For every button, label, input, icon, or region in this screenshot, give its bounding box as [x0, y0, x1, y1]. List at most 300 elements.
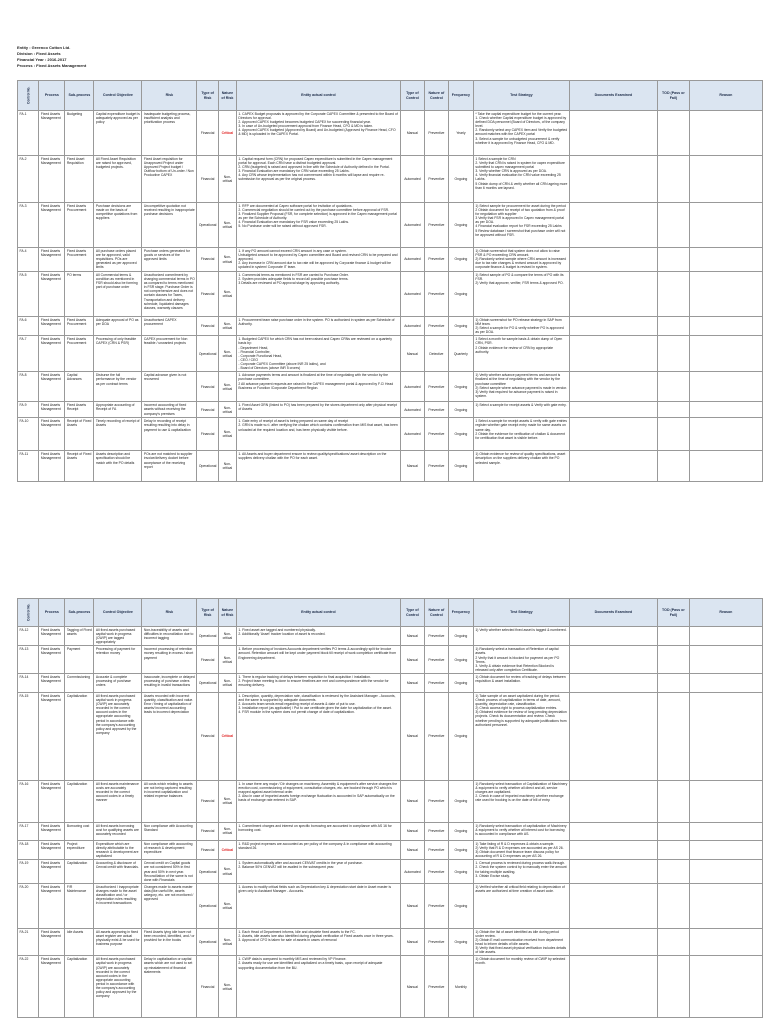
- col-test-strategy: Test Strategy: [473, 81, 569, 111]
- nature-of-risk-cell: Non-critical: [218, 780, 236, 822]
- control-objective-cell: All Commercial terms & condition as mentioned in FSR should also be forming part of purchase order: [94, 272, 142, 317]
- entity-actual-control-cell: 1. Commercial terms as mentioned in FSR are carried to Purchase Order. 2. System provides adequate fields to record all possible purchase terms. 3 Details are reviewed at PO approval stage by approving authority.: [236, 272, 400, 317]
- risk-cell: Unauthorized commitment by changing commercial terms in PO as compared to terms mentioned in FSR stage. Purchase Order is not comprehensive and does not contain clauses for Taxes, Transportation and delivery schedule, liquidated damages clauses, warranty clauses: [142, 272, 197, 317]
- type-of-control-cell: Manual: [400, 928, 424, 956]
- table-row: [18, 203, 763, 248]
- tod-cell: [657, 692, 689, 780]
- type-of-risk-cell: Financial: [197, 646, 219, 674]
- risk-cell: Non compliance with accounting of research & development expenditure: [142, 840, 197, 859]
- table-row: [18, 956, 763, 1018]
- table-row: [18, 627, 763, 646]
- test-strategy-cell: * Take the capital expenditure budget for the current year. 1. Check whether Capital expenditure budget is approved by defined DOA personnel (Board of Directors, of the company level. 2. Randomly select any CAPEX item and Verify the budgeted amount matches with the CAPEX portal 3. Select a sample for unbudgeted procurement & verify whether it is approved by Finance Head, CFO & MD.: [473, 111, 569, 156]
- nature-of-control-cell: Preventive: [424, 860, 448, 883]
- control-no-cell: FA.12: [18, 627, 39, 646]
- control-no-cell: FA.11: [18, 451, 39, 482]
- control-no-cell: FA.22: [18, 956, 39, 1018]
- type-of-risk-cell: Financial: [197, 272, 219, 317]
- nature-of-control-cell: Preventive: [424, 451, 448, 482]
- control-no-cell: FA.6: [18, 317, 39, 336]
- control-no-cell: FA.14: [18, 673, 39, 692]
- control-objective-cell: All assets appearing in fixed asset register are actual physically exist & be used for business purpose: [94, 928, 142, 956]
- reason-cell: [689, 627, 762, 646]
- nature-of-risk-cell: Non-critical: [218, 860, 236, 883]
- control-no-cell: FA.5: [18, 272, 39, 317]
- table-row: [18, 418, 763, 451]
- table-row: [18, 111, 763, 156]
- control-objective-cell: Capital expenditure budget is adequately approved as per policy: [94, 111, 142, 156]
- documents-examined-cell: [569, 317, 657, 336]
- control-no-cell: FA.19: [18, 860, 39, 883]
- nature-of-control-cell: Preventive: [424, 418, 448, 451]
- process-cell: Fixed Assets Management: [39, 336, 65, 372]
- table-row: [18, 860, 763, 883]
- type-of-risk-cell: Operational: [197, 203, 219, 248]
- tod-cell: [657, 272, 689, 317]
- nature-of-control-cell: Preventive: [424, 203, 448, 248]
- entity-actual-control-cell: 1. Fixed Asset GRN (linked to PO) has been prepared by the stores department only after physical receipt of Assets: [236, 402, 400, 418]
- test-strategy-cell: 1) Select sample of PO & compare the terms of PO with its FSR. 2) Verify that approver, verifier, FSR terms & approved PO.: [473, 272, 569, 317]
- process-cell: Fixed Assets Management: [39, 883, 65, 928]
- control-no-cell: FA.15: [18, 692, 39, 780]
- process-cell: Fixed Assets Management: [39, 272, 65, 317]
- risk-cell: Incorrect processing of retention money resulting in excess / short payment: [142, 646, 197, 674]
- nature-of-risk-cell: Non-critical: [218, 402, 236, 418]
- table-row: [18, 822, 763, 840]
- type-of-control-cell: Automated: [400, 203, 424, 248]
- type-of-risk-cell: Financial: [197, 317, 219, 336]
- control-objective-cell: All fixed assets purchased capital work in progress (CWIP) are tagged appropriately: [94, 627, 142, 646]
- reason-cell: [689, 372, 762, 402]
- type-of-risk-cell: Financial: [197, 780, 219, 822]
- entity-actual-control-cell: 1. Description, quantity, depreciation rate, classification is reviewed by the Assistant Manager - Accounts, and the same is supported by adequate documents. 2. Accounts team sends email regarding receipt of assets & date of put to use. 3. Installation report (as applicable) / Put to use certificate given the date for capitalization of the asset. 4. FSR module in the system does not permit change of date of capitalization.: [236, 692, 400, 780]
- entity-actual-control-cell: 1. Procurement team raise purchase order in the system. PO is authorized in system as per Schedule of Authority.: [236, 317, 400, 336]
- entity-actual-control-cell: 1. Capital request form (CRN) for proposed Capex expenditure is submitted in the Capex management portal for approval. Each CRN have a distinct budgeted approval. 2. CRN (budgeted) is raised and approved in line with the Schedule of Authority defined in the Portal. 3. Financial Evaluation are mandatory for CRN value exceeding 25 Lakhs. 4. Any CRN whose implementation has not commenced within 6 months will lapse and require re-submission for approval as per the original process.: [236, 156, 400, 203]
- documents-examined-cell: [569, 860, 657, 883]
- sub-process-cell: Borrowing cost: [65, 822, 94, 840]
- nature-of-control-cell: Preventive: [424, 156, 448, 203]
- control-objective-cell: All fixed assets borrowing cost for qualifying assets are accurately recorded: [94, 822, 142, 840]
- col-process: Process: [39, 81, 65, 111]
- risk-cell: All costs which relating to assets are not being captured resulting in incorrect capitalization and related expense balances: [142, 780, 197, 822]
- risk-cell: CAPEX procurement for Non feasible / unwanted projects: [142, 336, 197, 372]
- risk-cell: Non compliance with Accounting Standard: [142, 822, 197, 840]
- frequency-cell: Quarterly: [448, 336, 473, 372]
- col-test-strategy: Test Strategy: [473, 599, 569, 627]
- nature-of-risk-cell: Non-critical: [218, 956, 236, 1018]
- control-objective-cell: All purchase orders placed are for approved, valid requisitions. POs are generated as per approved limits: [94, 248, 142, 272]
- documents-examined-cell: [569, 692, 657, 780]
- control-objective-cell: Expenditure which are directly attributable to the research & development are capitalized: [94, 840, 142, 859]
- documents-examined-cell: [569, 883, 657, 928]
- frequency-cell: Ongoing: [448, 418, 473, 451]
- risk-cell: Assets recorded with incorrect quantity, classification and value. Error / timing of capitalization of assets/ incorrect accounting leads to incorrect depreciation: [142, 692, 197, 780]
- nature-of-risk-cell: Non-critical: [218, 272, 236, 317]
- control-no-cell: FA.16: [18, 780, 39, 822]
- frequency-cell: Ongoing: [448, 248, 473, 272]
- nature-of-risk-cell: Non-critical: [218, 646, 236, 674]
- sub-process-cell: Fixed Assets Receipt: [65, 402, 94, 418]
- type-of-risk-cell: Operational: [197, 883, 219, 928]
- header-row: [18, 81, 763, 111]
- nature-of-control-cell: Preventive: [424, 928, 448, 956]
- col-type-of-control: Type of Control: [400, 81, 424, 111]
- table-row: [18, 336, 763, 372]
- col-process: Process: [39, 599, 65, 627]
- table-row: [18, 673, 763, 692]
- col-risk: Risk: [142, 81, 197, 111]
- type-of-control-cell: Manual: [400, 451, 424, 482]
- type-of-risk-cell: Financial: [197, 956, 219, 1018]
- nature-of-control-cell: Preventive: [424, 956, 448, 1018]
- col-risk: Risk: [142, 599, 197, 627]
- frequency-cell: Ongoing: [448, 780, 473, 822]
- type-of-risk-cell: Operational: [197, 928, 219, 956]
- col-control-no: Control No.: [18, 81, 39, 111]
- type-of-risk-cell: Financial: [197, 822, 219, 840]
- test-strategy-cell: 1) Obtain screenshot for PO release strategy in SAP from MM team. 2) Select a sample for PO & verify whether PO is approved as per DOA.: [473, 317, 569, 336]
- process-cell: Fixed Assets Management: [39, 840, 65, 859]
- control-no-cell: FA.10: [18, 418, 39, 451]
- type-of-control-cell: Automated: [400, 156, 424, 203]
- risk-cell: Inadequate budgeting process, insufficient analysis and prioritization process: [142, 111, 197, 156]
- reason-cell: [689, 646, 762, 674]
- col-control-no: Control No.: [18, 599, 39, 627]
- sub-process-cell: Project expenditure: [65, 840, 94, 859]
- reason-cell: [689, 272, 762, 317]
- frequency-cell: Ongoing: [448, 203, 473, 248]
- test-strategy-cell: 1) Obtain screenshot that system does not allow to raise PSR & PO exceeding CRN amount. 2) Randomly select sample where CRN amount is increased due to tax rate changes & revised amount is approved by corporate finance & budget is revised in system.: [473, 248, 569, 272]
- reason-cell: [689, 822, 762, 840]
- documents-examined-cell: [569, 418, 657, 451]
- tod-cell: [657, 111, 689, 156]
- frequency-cell: Ongoing: [448, 822, 473, 840]
- risk-cell: Delay in recording of receipt resulting resulting into delay in payment to use & capitalization: [142, 418, 197, 451]
- reason-cell: [689, 956, 762, 1018]
- process-cell: Fixed Assets Management: [39, 451, 65, 482]
- entity-actual-control-cell: 1. There is regular tracking of delays between requisition to final acquisition / installation. 2. Project team meeting is done to ensure timelines are met and correspondence with the vendor for ensuring delivery.: [236, 673, 400, 692]
- control-no-cell: FA.4: [18, 248, 39, 272]
- col-sub-process: Sub-process: [65, 599, 94, 627]
- nature-of-risk-cell: Critical: [218, 692, 236, 780]
- table-row: [18, 692, 763, 780]
- test-strategy-cell: 1) Verify whether selected fixed asset is tagged & numbered.: [473, 627, 569, 646]
- entity-actual-control-cell: 1. In case there any major / Dir changes on machinery, Assembly & equipment's after service changes the erection cost, commissioning of equipment, consultation charges, etc. are booked through PO which is mapped against asset internal order. 2. Also in case of Imported assets foreign exchange fluctuation is accounted in SAP automatically on the basis of exchange rate entered in SAP.: [236, 780, 400, 822]
- frequency-cell: Ongoing: [448, 692, 473, 780]
- nature-of-risk-cell: Non-critical: [218, 451, 236, 482]
- test-strategy-cell: 1) Randomly select transaction of capitalization of Machinery & equipment to verify whether all interest cost for borrowing is accounted in compliance with AS.: [473, 822, 569, 840]
- control-objective-cell: Disburse the full performance by the vendor as per contract terms: [94, 372, 142, 402]
- process-cell: Fixed Assets Management: [39, 646, 65, 674]
- test-strategy-cell: 1) Randomly select a transaction of Retention of capital assets. 2 Verify that it amount is blocked for payment as per PO Terms. 3. Verify & obtain evidence that Retention Blocked is released only after completion Certificate.: [473, 646, 569, 674]
- table-row: [18, 317, 763, 336]
- control-objective-cell: All Fixed Asset Requisition are raised for approved, budgeted projects.: [94, 156, 142, 203]
- entity-actual-control-cell: 1. Budgeted CAPEX for which CRN has not been raised and Capex CRNs are reviewed on a quarterly basis by: - Department Head, - Financial Controller, - Corporate Functional Head, - CEO / CEO - Corporate CAPEX Committee (above INR 25 lakhs), and - Board of Directors (above INR 5 crores): [236, 336, 400, 372]
- type-of-control-cell: Manual: [400, 627, 424, 646]
- test-strategy-cell: 1) Verified whether all critical field relating to depreciation of assets are authorized at time creation of asset code.: [473, 883, 569, 928]
- table-row: [18, 780, 763, 822]
- nature-of-risk-cell: Non-critical: [218, 317, 236, 336]
- reason-cell: [689, 156, 762, 203]
- type-of-control-cell: Automated: [400, 402, 424, 418]
- sub-process-cell: Capitalization: [65, 692, 94, 780]
- control-objective-cell: Purchase decisions are made on the basis of competitive quotations from suppliers: [94, 203, 142, 248]
- nature-of-risk-cell: Critical: [218, 840, 236, 859]
- tod-cell: [657, 646, 689, 674]
- reason-cell: [689, 860, 762, 883]
- tod-cell: [657, 203, 689, 248]
- type-of-risk-cell: Financial: [197, 248, 219, 272]
- tod-cell: [657, 248, 689, 272]
- documents-examined-cell: [569, 203, 657, 248]
- control-objective-cell: Processing of payment for retention money: [94, 646, 142, 674]
- documents-examined-cell: [569, 780, 657, 822]
- test-strategy-cell: 1) Obtain document for monthly review of CWIP by selected month.: [473, 956, 569, 1018]
- frequency-cell: Ongoing: [448, 317, 473, 336]
- nature-of-control-cell: Preventive: [424, 372, 448, 402]
- risk-control-matrix-page-1: [17, 80, 763, 482]
- nature-of-risk-cell: Non-critical: [218, 673, 236, 692]
- tod-cell: [657, 840, 689, 859]
- table-row: [18, 883, 763, 928]
- nature-of-control-cell: Preventive: [424, 317, 448, 336]
- documents-examined-cell: [569, 156, 657, 203]
- process-line: Process : Fixed Assets Management: [17, 63, 87, 68]
- process-cell: Fixed Assets Management: [39, 673, 65, 692]
- documents-examined-cell: [569, 272, 657, 317]
- control-no-cell: FA.7: [18, 336, 39, 372]
- nature-of-control-cell: Detective: [424, 336, 448, 372]
- test-strategy-cell: 1) Verify whether advance payment terms and amount is finalized at the time of negotiating with the vendor by the purchase committee 2) Select sample where advance payment is made in vendor. 3) Verify that required for advance payment is raised in system.: [473, 372, 569, 402]
- nature-of-risk-cell: Non-critical: [218, 822, 236, 840]
- reason-cell: [689, 203, 762, 248]
- type-of-control-cell: Automated: [400, 418, 424, 451]
- risk-cell: Fixed Asset requisition for Unapproved Project under Approved Project budget / Outflow bottom of Un-order / Non Productive CAPEX: [142, 156, 197, 203]
- sub-process-cell: PO terms: [65, 272, 94, 317]
- reason-cell: [689, 673, 762, 692]
- documents-examined-cell: [569, 336, 657, 372]
- documents-examined-cell: [569, 956, 657, 1018]
- control-no-cell: FA.18: [18, 840, 39, 859]
- process-cell: Fixed Assets Management: [39, 248, 65, 272]
- risk-cell: Changes made to assets master data (like useful life, assets category, etc. are not monitored / approved: [142, 883, 197, 928]
- process-cell: Fixed Assets Management: [39, 402, 65, 418]
- documents-examined-cell: [569, 451, 657, 482]
- documents-examined-cell: [569, 840, 657, 859]
- tod-cell: [657, 156, 689, 203]
- table-row: [18, 840, 763, 859]
- reason-cell: [689, 883, 762, 928]
- entity-actual-control-cell: 1. Access to modify critical fields such as Depreciation key & depreciation start date in Asset master is given only to Assistant Manager - Accounts.: [236, 883, 400, 928]
- documents-examined-cell: [569, 402, 657, 418]
- frequency-cell: Ongoing: [448, 883, 473, 928]
- control-no-cell: FA.3: [18, 203, 39, 248]
- documents-examined-cell: [569, 673, 657, 692]
- reason-cell: [689, 402, 762, 418]
- nature-of-control-cell: Preventive: [424, 111, 448, 156]
- process-cell: Fixed Assets Management: [39, 956, 65, 1018]
- entity-actual-control-cell: 1. Each Head of Department informs, Idle and obsolete fixed assets to the FC. 2. Assets, idle assets /are also identified during physical verification of Fixed assets once in three years. 3. Approval of CFO is taken for sale of assets in cases of removal: [236, 928, 400, 956]
- control-no-cell: FA.20: [18, 883, 39, 928]
- tod-cell: [657, 883, 689, 928]
- type-of-risk-cell: Operational: [197, 673, 219, 692]
- table-row: [18, 451, 763, 482]
- type-of-risk-cell: Operational: [197, 627, 219, 646]
- risk-cell: Uncompetitive quotation not received resulting in inappropriate purchase decisions: [142, 203, 197, 248]
- frequency-cell: Ongoing: [448, 673, 473, 692]
- nature-of-control-cell: Preventive: [424, 883, 448, 928]
- entity-actual-control-cell: 1. Before processing of Invoices Accounts department verifies PO terms & accordingly split for Invoice amount. Retention amount will be kept under payment block till receipt of work completion certificate from Engineering department.: [236, 646, 400, 674]
- tod-cell: [657, 317, 689, 336]
- nature-of-control-cell: Preventive: [424, 272, 448, 317]
- risk-cell: Inaccurate, incomplete or delayed processing of purchase orders resulting in invalid transactions: [142, 673, 197, 692]
- tod-cell: [657, 627, 689, 646]
- col-frequency: Frequency: [448, 81, 473, 111]
- type-of-control-cell: Manual: [400, 822, 424, 840]
- risk-cell: Unauthorised CAPEX procurement: [142, 317, 197, 336]
- table-row: [18, 372, 763, 402]
- risk-cell: POs are not matched to supplier invoice/delivery docket before acceptance of the receiving report: [142, 451, 197, 482]
- control-objective-cell: All fixed assets purchased capital work in progress (CWIP) are accurately recorded in the correct account codes in the appropriate accounting period in accordance with the company's accounting policy and approved by the company: [94, 956, 142, 1018]
- risk-cell: Purchase orders generated for goods or services of the approved limits: [142, 248, 197, 272]
- nature-of-risk-cell: Non-critical: [218, 156, 236, 203]
- nature-of-control-cell: Preventive: [424, 248, 448, 272]
- risk-cell: Non-traceability of assets and difficulties in reconciliation due to incorrect tagging: [142, 627, 197, 646]
- frequency-cell: Ongoing: [448, 372, 473, 402]
- test-strategy-cell: 1) Take sample of an asset capitalized during the period. Check process of capitalization in terms of date, amount, quantity, depreciation rate, classification. 2) Check access right to process capitalization entries. 3) Obtained evidence for review of long pending depreciation projects. Check its documentation and review. Check whether pending is supported by adequate justifications from authorized personnel.: [473, 692, 569, 780]
- control-objective-cell: Timely recording of receipt of Assets: [94, 418, 142, 451]
- nature-of-control-cell: Preventive: [424, 822, 448, 840]
- entity-actual-control-cell: 1. R&D project expenses are accounted as per policy of the company & in compliance with accounting standard 26.: [236, 840, 400, 859]
- risk-cell: Delay in capitalization or capital assets which are not used to set up misstatement of financial statements: [142, 956, 197, 1018]
- reason-cell: [689, 928, 762, 956]
- type-of-control-cell: Manual: [400, 692, 424, 780]
- nature-of-control-cell: Preventive: [424, 673, 448, 692]
- frequency-cell: Ongoing: [448, 627, 473, 646]
- type-of-risk-cell: Financial: [197, 111, 219, 156]
- documents-examined-cell: [569, 928, 657, 956]
- test-strategy-cell: 1 Select a month for sample basis & obtain dump of Open CRN, PSR. 2 Obtain evidence for review of CRN by appropriate authority.: [473, 336, 569, 372]
- tod-cell: [657, 956, 689, 1018]
- frequency-cell: Monthly: [448, 956, 473, 1018]
- type-of-control-cell: Manual: [400, 336, 424, 372]
- risk-cell: Fixed Assets lying idle have not been recorded, identified, and / or provided for in the books: [142, 928, 197, 956]
- type-of-risk-cell: Operational: [197, 451, 219, 482]
- frequency-cell: Ongoing: [448, 402, 473, 418]
- type-of-control-cell: Manual: [400, 956, 424, 1018]
- test-strategy-cell: 1) Obtain evidence for review of quality specifications, asset description on the suppliers delivery challan with the PO selected sample.: [473, 451, 569, 482]
- tod-cell: [657, 402, 689, 418]
- entity-actual-control-cell: 1. Fixed asset are tagged and numbered physically. 2. Additionally 'Asset' tracker location of asset is recorded.: [236, 627, 400, 646]
- sub-process-cell: Capitalization: [65, 780, 94, 822]
- table-row: [18, 248, 763, 272]
- type-of-risk-cell: Financial: [197, 156, 219, 203]
- documents-examined-cell: [569, 646, 657, 674]
- tod-cell: [657, 451, 689, 482]
- sub-process-cell: Fixed Assets Procurement: [65, 317, 94, 336]
- table-row: [18, 156, 763, 203]
- tod-cell: [657, 418, 689, 451]
- risk-cell: Incorrect accounting of fixed assets without receiving the company's premises: [142, 402, 197, 418]
- sub-process-cell: Payment: [65, 646, 94, 674]
- reason-cell: [689, 692, 762, 780]
- frequency-cell: Ongoing: [448, 646, 473, 674]
- documents-examined-cell: [569, 627, 657, 646]
- table-row: [18, 402, 763, 418]
- documents-examined-cell: [569, 372, 657, 402]
- sub-process-cell: Receipt of Fixed Assets: [65, 418, 94, 451]
- type-of-control-cell: Manual: [400, 780, 424, 822]
- control-objective-cell: Accurate & complete processing of purchase orders: [94, 673, 142, 692]
- control-no-cell: FA.13: [18, 646, 39, 674]
- col-control-objective: Control Objective: [94, 81, 142, 111]
- control-objective-cell: All fixed assets purchased capital work in progress (CWIP) are accurately recorded in the correct account codes in the appropriate accounting period in accordance with the company's accounting policy and approved by the company: [94, 692, 142, 780]
- col-entity-actual-control: Entity actual control: [236, 81, 400, 111]
- nature-of-control-cell: Preventive: [424, 627, 448, 646]
- reason-cell: [689, 248, 762, 272]
- test-strategy-cell: 1) Take listing of R & D expenses & obtain a sample. 2) Verify that R & D expenses are accounted as per AS 26. 3) Obtain document that finance team discuss policy for accounting of R & D expenses as per AS 26.: [473, 840, 569, 859]
- process-cell: Fixed Assets Management: [39, 627, 65, 646]
- table-row: [18, 646, 763, 674]
- test-strategy-cell: 1 Select a sample for CRN 2. Verify that CRN is raised in system for capex expenditure submitted to capex management portal 3. Verify whether CRN is approved as per DOA. 4. Verify financial evaluation for CRN value exceeding 25 Lakhs. 5 Obtain dump of CRN & verify whether all CRN ageing more than 6 months are lapsed.: [473, 156, 569, 203]
- sub-process-cell: Capital Advances: [65, 372, 94, 402]
- type-of-risk-cell: Financial: [197, 692, 219, 780]
- col-reason: Reason: [689, 81, 762, 111]
- control-no-cell: FA.21: [18, 928, 39, 956]
- tod-cell: [657, 928, 689, 956]
- col-entity-actual-control: Entity actual control: [236, 599, 400, 627]
- division-line: Division : Fixed Assets: [17, 51, 61, 56]
- test-strategy-cell: 1 Select a sample for receipt assets & verify with gate entries register whether gate receipt entry made for same assets on same day. 2 Obtain the evidence for verification of challan & document for certification that asset is visible before.: [473, 418, 569, 451]
- type-of-risk-cell: Operational: [197, 336, 219, 372]
- nature-of-control-cell: Preventive: [424, 646, 448, 674]
- documents-examined-cell: [569, 248, 657, 272]
- document-meta: [17, 45, 86, 69]
- type-of-control-cell: Manual: [400, 111, 424, 156]
- col-documents-examined: Documents Examined: [569, 81, 657, 111]
- sub-process-cell: Capitalization: [65, 956, 94, 1018]
- col-type-of-control: Type of Control: [400, 599, 424, 627]
- frequency-cell: Ongoing: [448, 156, 473, 203]
- control-objective-cell: Assets description and specification should be match with the PO details: [94, 451, 142, 482]
- reason-cell: [689, 111, 762, 156]
- nature-of-risk-cell: Non-critical: [218, 627, 236, 646]
- control-no-cell: FA.2: [18, 156, 39, 203]
- sub-process-cell: Fixed Asset Requisition: [65, 156, 94, 203]
- col-reason: Reason: [689, 599, 762, 627]
- sub-process-cell: Commissioning: [65, 673, 94, 692]
- control-objective-cell: Processing of only feasible CAPEX (CRN & PSR): [94, 336, 142, 372]
- control-objective-cell: Accounting & disclosure of Cenvat credit with financials.: [94, 860, 142, 883]
- page-break: [0, 512, 768, 592]
- type-of-control-cell: Automated: [400, 272, 424, 317]
- type-of-control-cell: Manual: [400, 840, 424, 859]
- type-of-risk-cell: Financial: [197, 840, 219, 859]
- nature-of-risk-cell: Non-critical: [218, 248, 236, 272]
- sub-process-cell: Fixed Assets Procurement: [65, 203, 94, 248]
- col-tod: TOD (Pass or Fail): [657, 599, 689, 627]
- process-cell: Fixed Assets Management: [39, 203, 65, 248]
- sub-process-cell: Tagging of Fixed assets: [65, 627, 94, 646]
- process-cell: Fixed Assets Management: [39, 822, 65, 840]
- col-tod: TOD (Pass or Fail): [657, 81, 689, 111]
- financial-year-line: Financial Year : 2016-2017: [17, 57, 67, 62]
- sub-process-cell: Fixed Assets Procurement: [65, 248, 94, 272]
- reason-cell: [689, 336, 762, 372]
- risk-control-matrix-page-2: [17, 598, 763, 1018]
- sub-process-cell: Receipt of Fixed Assets: [65, 451, 94, 482]
- type-of-risk-cell: Financial: [197, 402, 219, 418]
- type-of-risk-cell: Operational: [197, 860, 219, 883]
